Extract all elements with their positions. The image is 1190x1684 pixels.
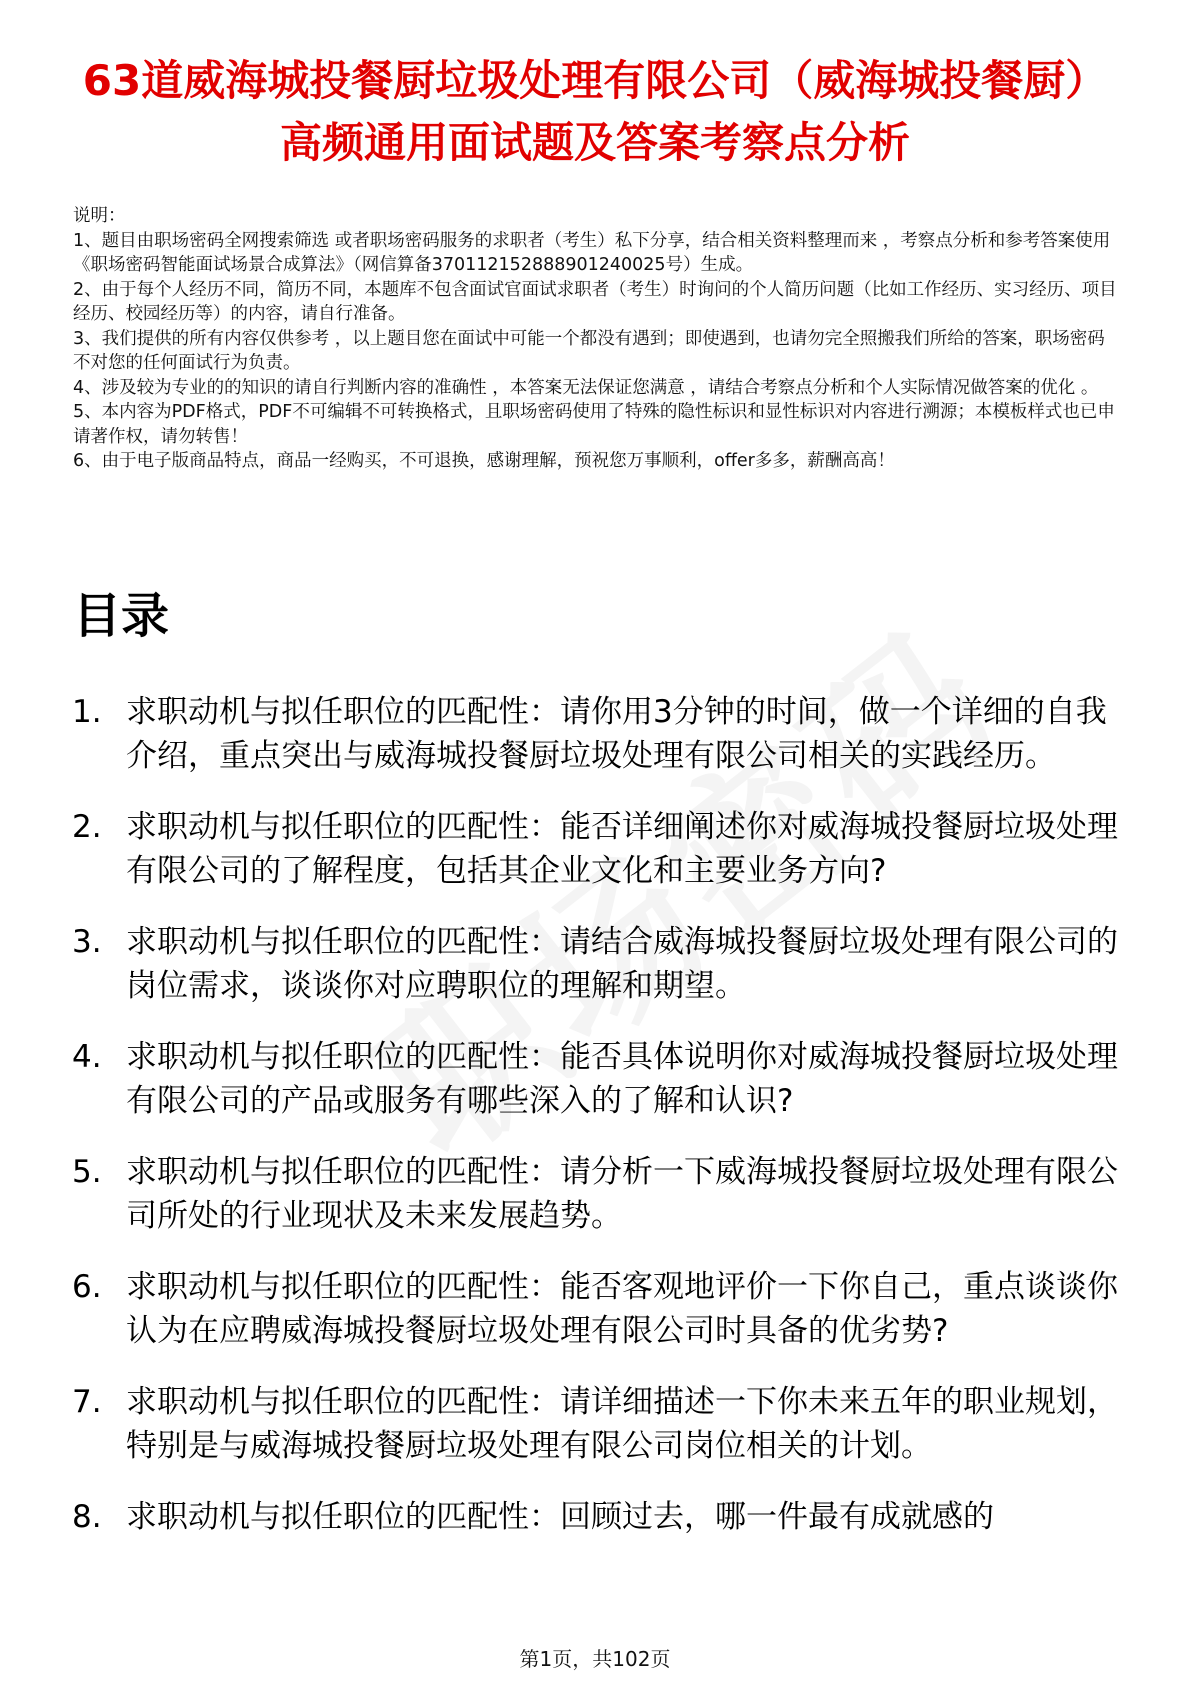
note-item: 6、由于电子版商品特点，商品一经购买，不可退换，感谢理解，预祝您万事顺利，offer多多，薪酬高高！ <box>73 451 895 471</box>
toc-item[interactable] <box>72 1150 1122 1238</box>
toc-item-number: 2. <box>72 809 102 845</box>
toc-item-text: 求职动机与拟任职位的匹配性：请分析一下威海城投餐厨垃圾处理有限公司所处的行业现状及未来发展趋势。 <box>126 1154 1118 1234</box>
toc-item-number: 3. <box>72 924 102 960</box>
toc-item-text: 求职动机与拟任职位的匹配性：请你用3分钟的时间，做一个详细的自我介绍，重点突出与威海城投餐厨垃圾处理有限公司相关的实践经历。 <box>126 694 1107 774</box>
toc-item[interactable] <box>72 1380 1122 1468</box>
toc-item[interactable] <box>72 1265 1122 1353</box>
notes-section <box>73 204 1118 474</box>
toc-item-number: 6. <box>72 1269 102 1305</box>
toc-item-text: 求职动机与拟任职位的匹配性：回顾过去，哪一件最有成就感的 <box>126 1499 994 1535</box>
toc-item-number: 5. <box>72 1154 102 1190</box>
toc-item[interactable] <box>72 1495 1122 1539</box>
toc-item-number: 1. <box>72 694 102 730</box>
document-title: 63道威海城投餐厨垃圾处理有限公司（威海城投餐厨）高频通用面试题及答案考察点分析 <box>82 56 1108 167</box>
toc-list <box>72 690 1122 1566</box>
note-item: 1、题目由职场密码全网搜索筛选 或者职场密码服务的求职者（考生）私下分享，结合相关资料整理而来 ，考察点分析和参考答案使用《职场密码智能面试场景合成算法》（网信算备370112152888901240025号）生成。 <box>73 230 1111 275</box>
note-item: 4、涉及较为专业的的知识的请自行判断内容的准确性 ，本答案无法保证您满意 ，请结合考察点分析和个人实际情况做答案的优化 。 <box>73 377 1099 398</box>
toc-heading: 目录 <box>73 588 170 644</box>
toc-item-text: 求职动机与拟任职位的匹配性：能否详细阐述你对威海城投餐厨垃圾处理有限公司的了解程度，包括其企业文化和主要业务方向? <box>126 809 1118 889</box>
toc-item-number: 4. <box>72 1039 102 1075</box>
note-item: 5、本内容为PDF格式，PDF不可编辑不可转换格式，且职场密码使用了特殊的隐性标识和显性标识对内容进行溯源；本模板样式也已申请著作权，请勿转售！ <box>73 402 1115 447</box>
note-item: 3、我们提供的所有内容仅供参考 ，以上题目您在面试中可能一个都没有遇到；即使遇到，也请勿完全照搬我们所给的答案，职场密码不对您的任何面试行为负责。 <box>73 328 1105 373</box>
toc-item[interactable] <box>72 805 1122 893</box>
toc-item[interactable] <box>72 920 1122 1008</box>
note-item: 2、由于每个人经历不同，简历不同，本题库不包含面试官面试求职者（考生）时询问的个人简历问题（比如工作经历、实习经历、项目经历、校园经历等）的内容，请自行准备。 <box>73 279 1117 324</box>
toc-item-number: 8. <box>72 1499 102 1535</box>
toc-item-text: 求职动机与拟任职位的匹配性：请详细描述一下你未来五年的职业规划，特别是与威海城投餐厨垃圾处理有限公司岗位相关的计划。 <box>126 1384 1118 1464</box>
notes-heading: 说明： <box>73 206 126 226</box>
toc-item[interactable] <box>72 1035 1122 1123</box>
toc-item[interactable] <box>72 690 1122 778</box>
toc-item-number: 7. <box>72 1384 102 1420</box>
page-footer: 第1页，共102页 <box>519 1647 671 1671</box>
toc-item-text: 求职动机与拟任职位的匹配性：能否客观地评价一下你自己，重点谈谈你认为在应聘威海城投餐厨垃圾处理有限公司时具备的优劣势? <box>126 1269 1118 1349</box>
toc-item-text: 求职动机与拟任职位的匹配性：请结合威海城投餐厨垃圾处理有限公司的岗位需求，谈谈你对应聘职位的理解和期望。 <box>126 924 1118 1004</box>
toc-item-text: 求职动机与拟任职位的匹配性：能否具体说明你对威海城投餐厨垃圾处理有限公司的产品或服务有哪些深入的了解和认识? <box>126 1039 1118 1119</box>
